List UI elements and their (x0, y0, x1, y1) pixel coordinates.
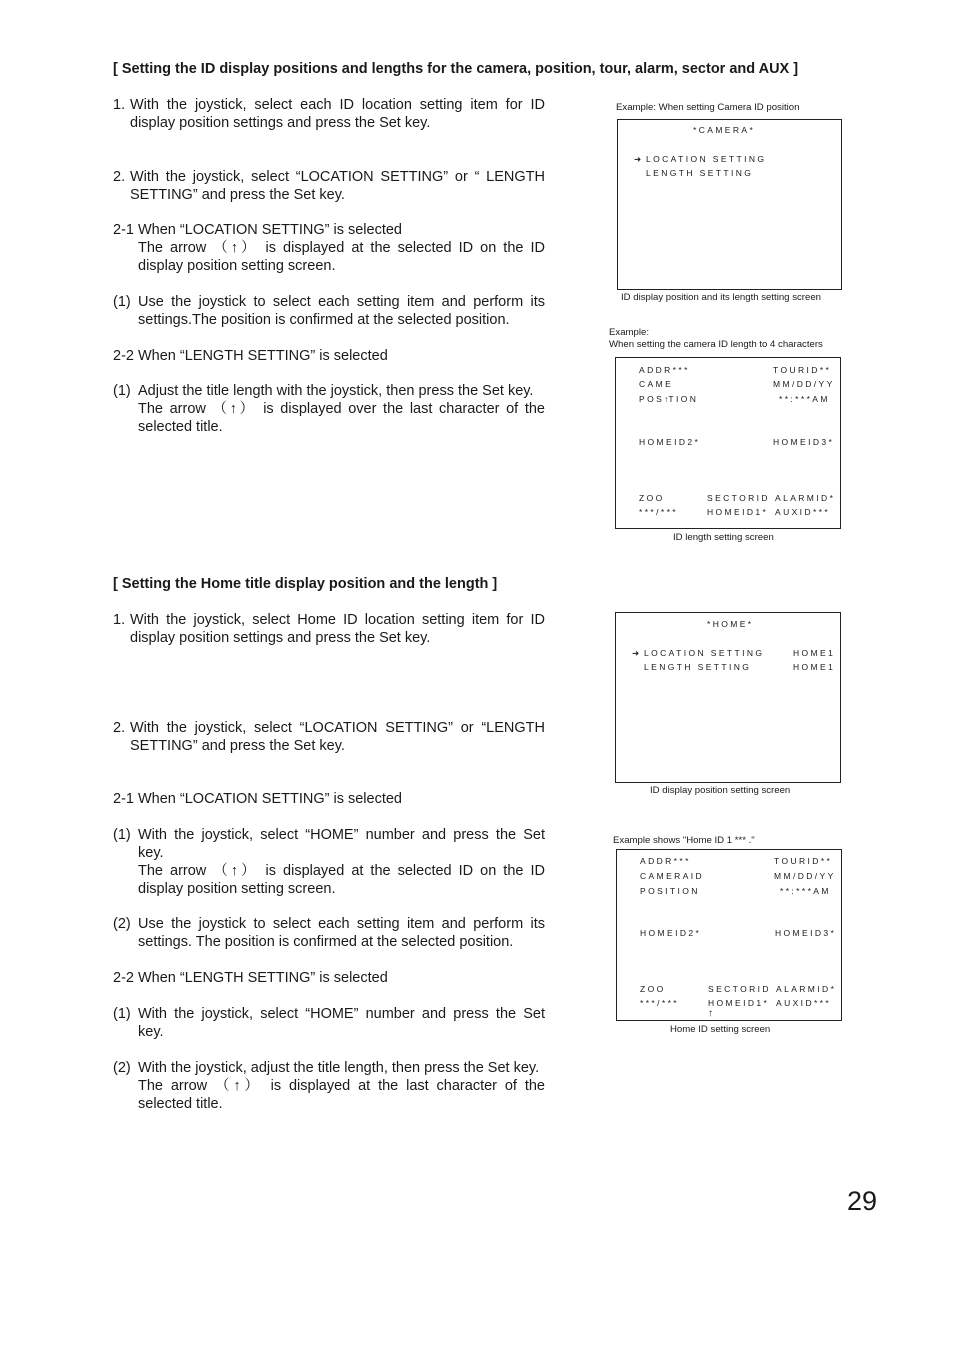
screen2-caption-top1: Example: (609, 327, 649, 338)
step-number: 2. (113, 169, 126, 185)
screen1-caption-top: Example: When setting Camera ID position (616, 102, 800, 113)
item-number: (1) (113, 827, 131, 843)
screen-text: ***/*** (639, 507, 679, 517)
section1-sub21-item1 (113, 293, 545, 329)
item-text: Adjust the title length with the joystick, then press the Set key. (138, 383, 534, 399)
screen-text: CAME (639, 379, 674, 389)
screen-text: POSITION (640, 886, 700, 896)
item-text-continued: The arrow （↑） is displayed at the last character of the selected title. (138, 1078, 545, 1112)
item-text-continued: The arrow （↑） is displayed at the selected ID on the ID display position setting screen. (138, 863, 545, 897)
screen-text: HOME1 (793, 662, 836, 672)
menu-item-location-setting: LOCATION SETTING (644, 648, 765, 658)
screen-text: ADDR*** (639, 365, 690, 375)
selection-arrow-icon: ➜ (632, 648, 642, 658)
item-text: Use the joystick to select each setting item and perform its settings.The position is confirmed at the selected position. (138, 294, 545, 328)
screen4-caption-bottom: Home ID setting screen (670, 1024, 771, 1035)
screen-text: MM/DD/YY (774, 871, 836, 881)
screen-text: HOMEID1* (708, 998, 770, 1008)
screen-title: *HOME* (707, 619, 754, 629)
section2-sub22-title: 2-2 When “LENGTH SETTING” is selected (113, 970, 388, 986)
home-id-position-screen (615, 612, 841, 783)
step-text: With the joystick, select Home ID location setting item for ID display position settings and press the Set key. (130, 612, 545, 646)
screen-text: HOMEID1* (707, 507, 769, 517)
screen-text: MM/DD/YY (773, 379, 835, 389)
step-number: 1. (113, 97, 126, 113)
screen-text: **:***AM (779, 394, 830, 404)
section1-step1 (113, 96, 545, 132)
screen-text: HOMEID2* (639, 437, 701, 447)
id-length-screen (615, 357, 841, 529)
sub-title: 2-1 When “LOCATION SETTING” is selected (113, 222, 402, 238)
sub-text: The arrow （↑） is displayed at the selected ID on the ID display position setting screen. (138, 240, 545, 274)
screen3-caption-bottom: ID display position setting screen (650, 785, 791, 796)
item-number: (1) (113, 1006, 131, 1022)
home-id-setting-screen (616, 849, 842, 1021)
step-number: 1. (113, 612, 126, 628)
screen2-caption-bottom: ID length setting screen (673, 532, 774, 543)
screen-text: AUXID*** (776, 998, 832, 1008)
screen-text: CAMERAID (640, 871, 705, 881)
screen-text: HOME1 (793, 648, 836, 658)
item-number: (2) (113, 1060, 131, 1076)
section2-sub21-title: 2-1 When “LOCATION SETTING” is selected (113, 791, 402, 807)
screen2-caption-top2: When setting the camera ID length to 4 characters (609, 339, 823, 350)
section1-step2 (113, 168, 545, 204)
item-text: With the joystick, select “HOME” number and press the Set key. (138, 827, 545, 861)
section2-sub21-item1 (113, 826, 545, 898)
item-text-continued: The arrow （↑） is displayed over the last character of the selected title. (138, 401, 545, 435)
screen-text (639, 394, 698, 404)
section1-sub21 (113, 221, 545, 275)
screen-text: ADDR*** (640, 856, 691, 866)
screen-text: **:***AM (780, 886, 831, 896)
item-text: With the joystick, adjust the title length, then press the Set key. (138, 1060, 540, 1076)
screen-text: ZOO (639, 493, 665, 503)
cursor-arrow-icon: ↑ (664, 394, 669, 404)
item-text: With the joystick, select “HOME” number and press the Set key. (138, 1006, 545, 1040)
screen-text: HOMEID3* (775, 928, 837, 938)
screen-text: SECTORID (707, 493, 770, 503)
step-text: With the joystick, select “LOCATION SETTING” or “ LENGTH SETTING” and press the Set key. (130, 169, 545, 203)
page-number: 29 (847, 1186, 878, 1216)
item-number: (1) (113, 294, 131, 310)
section2-step1 (113, 611, 545, 647)
step-text: With the joystick, select each ID location setting item for ID display position settings and press the Set key. (130, 97, 545, 131)
item-number: (2) (113, 916, 131, 932)
screen-text: AUXID*** (775, 507, 831, 517)
step-text: With the joystick, select “LOCATION SETTING” or “LENGTH SETTING” and press the Set key. (130, 720, 545, 754)
screen-text: HOMEID3* (773, 437, 835, 447)
screen-text: ALARMID* (775, 493, 836, 503)
selection-arrow-icon: ➜ (634, 154, 644, 164)
step-number: 2. (113, 720, 126, 736)
menu-item-location-setting: LOCATION SETTING (646, 154, 767, 164)
section2-sub21-item2 (113, 915, 545, 951)
item-number: (1) (113, 383, 131, 399)
item-text: Use the joystick to select each setting item and perform its settings. The position is confirmed at the selected position. (138, 916, 545, 950)
screen4-caption-top: Example shows "Home ID 1 *** ." (613, 835, 755, 846)
screen-title: *CAMERA* (693, 125, 756, 135)
menu-item-length-setting: LENGTH SETTING (644, 662, 752, 672)
screen-text: ***/*** (640, 998, 680, 1008)
section1-sub22-title: 2-2 When “LENGTH SETTING” is selected (113, 348, 388, 364)
screen-text: ALARMID* (776, 984, 837, 994)
screen-text: TOURID** (774, 856, 833, 866)
section1-heading: [ Setting the ID display positions and lengths for the camera, position, tour, alarm, sector and AUX ] (113, 61, 799, 77)
section2-sub22-item1 (113, 1005, 545, 1041)
cursor-arrow-icon: ↑ (708, 1008, 713, 1019)
screen-text: TION (668, 394, 699, 404)
screen-text: SECTORID (708, 984, 771, 994)
menu-item-length-setting: LENGTH SETTING (646, 168, 754, 178)
section1-sub22-item1 (113, 382, 545, 436)
section2-sub22-item2 (113, 1059, 545, 1113)
screen-text: HOMEID2* (640, 928, 702, 938)
camera-id-screen (617, 119, 842, 290)
screen-text: ZOO (640, 984, 666, 994)
section2-step2 (113, 719, 545, 755)
section2-heading: [ Setting the Home title display position and the length ] (113, 576, 498, 592)
screen1-caption-bottom: ID display position and its length setting screen (621, 292, 821, 303)
screen-text: POS (639, 394, 665, 404)
screen-text: TOURID** (773, 365, 832, 375)
